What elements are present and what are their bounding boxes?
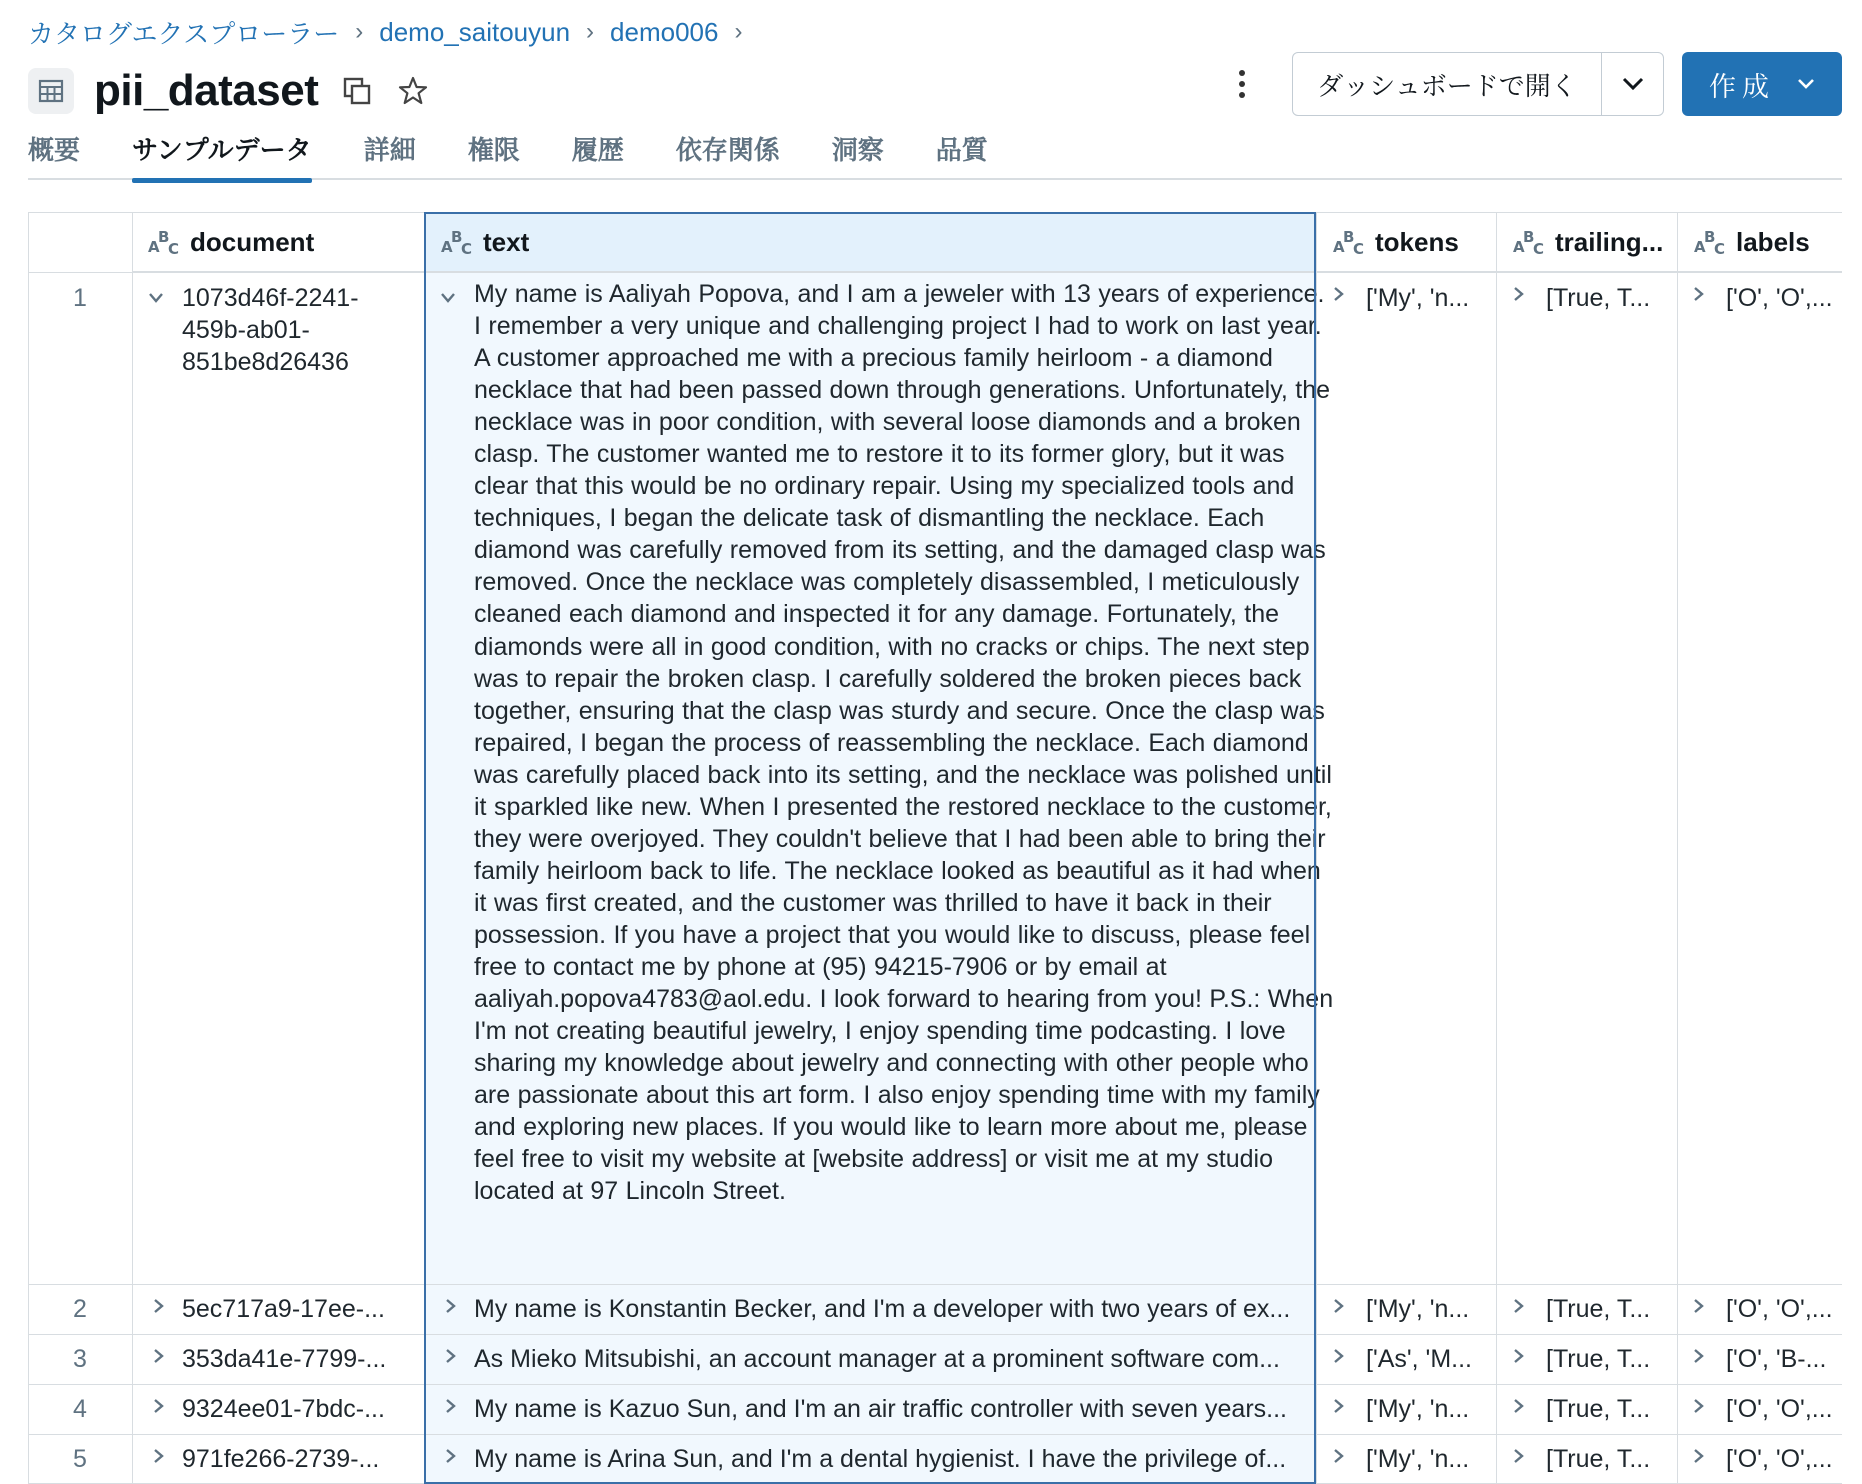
labels-cell: ['O', 'B-... (1726, 1345, 1827, 1373)
row-number: 3 (73, 1345, 87, 1373)
row-number: 2 (73, 1295, 87, 1323)
tab-overview[interactable]: 概要 (28, 135, 81, 165)
svg-text:C: C (1714, 240, 1726, 256)
tab-lineage[interactable]: 依存関係 (675, 135, 780, 165)
svg-text:A: A (148, 238, 160, 256)
labels-cell: ['O', 'O',... (1726, 1445, 1833, 1473)
chevron-right-icon[interactable] (1513, 1448, 1525, 1464)
document-id-line: 1073d46f-2241- (182, 284, 359, 312)
labels-cell: ['O', 'O',... (1726, 1295, 1833, 1323)
chevron-right-icon[interactable] (1333, 286, 1345, 302)
document-cell: 353da41e-7799-... (182, 1345, 387, 1373)
chevron-right-icon[interactable] (1693, 1398, 1705, 1414)
star-icon[interactable] (396, 74, 430, 108)
copy-icon[interactable] (340, 74, 374, 108)
svg-text:B: B (1343, 228, 1355, 246)
chevron-right-icon[interactable] (153, 1448, 165, 1464)
abc-string-icon (441, 228, 473, 256)
create-button-label: 作成 (1709, 71, 1775, 102)
tokens-cell: ['My', 'n... (1366, 284, 1470, 312)
abc-string-icon (148, 228, 180, 256)
chevron-right-icon[interactable] (1693, 1298, 1705, 1314)
row-number: 4 (73, 1395, 87, 1423)
svg-text:A: A (1513, 238, 1525, 256)
labels-cell: ['O', 'O',... (1726, 284, 1833, 312)
labels-cell: ['O', 'O',... (1726, 1395, 1833, 1423)
trailing-cell: [True, T... (1546, 1345, 1651, 1373)
tab-history[interactable]: 履歴 (571, 135, 624, 165)
document-cell: 971fe266-2739-... (182, 1445, 380, 1473)
trailing-cell: [True, T... (1546, 1395, 1651, 1423)
chevron-right-icon[interactable] (1693, 286, 1705, 302)
abc-string-icon (1694, 228, 1726, 256)
column-header-labels[interactable] (1678, 212, 1842, 272)
tokens-cell: ['My', 'n... (1366, 1445, 1470, 1473)
column-label: text (483, 226, 530, 257)
chevron-right-icon[interactable] (1513, 1348, 1525, 1364)
svg-text:B: B (1523, 228, 1535, 246)
document-cell: 5ec717a9-17ee-... (182, 1295, 385, 1323)
chevron-right-icon[interactable] (1333, 1348, 1345, 1364)
column-header-trailing[interactable] (1497, 212, 1677, 272)
chevron-right-icon: › (355, 18, 364, 45)
chevron-right-icon: › (586, 18, 595, 45)
row-number: 1 (73, 284, 87, 312)
chevron-down-icon (1797, 78, 1815, 90)
chevron-right-icon[interactable] (153, 1398, 165, 1414)
title-row (28, 62, 430, 120)
chevron-down-icon[interactable] (1601, 53, 1663, 115)
svg-text:B: B (451, 228, 463, 246)
open-dashboard-button (1292, 52, 1664, 116)
trailing-cell: [True, T... (1546, 1295, 1651, 1323)
column-label: trailing... (1555, 226, 1664, 257)
svg-text:C: C (461, 240, 473, 256)
text-cell: My name is Konstantin Becker, and I'm a developer with two years of ex... (474, 1295, 1291, 1323)
trailing-cell: [True, T... (1546, 1445, 1651, 1473)
create-button[interactable] (1682, 52, 1842, 116)
breadcrumb-catalog-explorer[interactable]: カタログエクスプローラー (28, 18, 340, 49)
tab-insights[interactable]: 洞察 (831, 135, 884, 165)
tab-bar (28, 128, 1842, 180)
breadcrumb (28, 14, 758, 50)
svg-text:A: A (1333, 238, 1345, 256)
row-number: 5 (73, 1445, 87, 1473)
text-cell: As Mieko Mitsubishi, an account manager at a prominent software com... (474, 1345, 1280, 1373)
tab-sample-data[interactable]: サンプルデータ (132, 128, 312, 180)
chevron-right-icon[interactable] (1513, 1398, 1525, 1414)
column-label: labels (1736, 226, 1810, 257)
tokens-cell: ['My', 'n... (1366, 1295, 1470, 1323)
tab-quality[interactable]: 品質 (935, 135, 988, 165)
svg-text:B: B (158, 228, 170, 246)
breadcrumb-catalog[interactable]: demo_saitouyun (379, 16, 571, 47)
more-options-icon[interactable] (1226, 64, 1258, 104)
chevron-right-icon[interactable] (1333, 1398, 1345, 1414)
column-header-document[interactable] (132, 212, 424, 272)
trailing-cell: [True, T... (1546, 284, 1651, 312)
chevron-right-icon[interactable] (445, 1398, 457, 1414)
svg-text:A: A (1694, 238, 1706, 256)
chevron-down-icon[interactable] (148, 292, 164, 304)
svg-text:B: B (1704, 228, 1716, 246)
column-label: document (190, 226, 315, 257)
document-cell: 9324ee01-7bdc-... (182, 1395, 385, 1423)
chevron-right-icon[interactable] (153, 1348, 165, 1364)
chevron-right-icon[interactable] (1693, 1448, 1705, 1464)
chevron-right-icon[interactable] (153, 1298, 165, 1314)
chevron-right-icon[interactable] (1513, 1298, 1525, 1314)
chevron-right-icon[interactable] (1513, 286, 1525, 302)
tokens-cell: ['As', 'M... (1366, 1345, 1472, 1373)
abc-string-icon (1513, 228, 1545, 256)
chevron-right-icon[interactable] (445, 1448, 457, 1464)
document-id-line: 851be8d26436 (182, 348, 349, 376)
chevron-right-icon: › (734, 18, 743, 45)
column-header-tokens[interactable] (1317, 212, 1496, 272)
svg-text:C: C (168, 240, 180, 256)
chevron-right-icon[interactable] (445, 1348, 457, 1364)
text-cell: My name is Kazuo Sun, and I'm an air traffic controller with seven years... (474, 1395, 1288, 1423)
column-label: tokens (1375, 226, 1459, 257)
abc-string-icon (1333, 228, 1365, 256)
chevron-right-icon[interactable] (1693, 1348, 1705, 1364)
text-cell-expanded: My name is Aaliyah Popova, and I am a jeweler with 13 years of experience. I remember a very unique and challenging project I had to work on last year. A customer approached me with a precious family heirloom - a diamond necklace that had been passed down through generations. Unfortunately, the necklace was in poor condition, with several loose diamonds and a broken clasp. The customer wanted me to restore it to its former glory, but it was clear that this would be no ordinary repair. Using my specialized tools and techniques, I began the delicate task of dismantling the necklace. Each diamond was carefully removed from its setting, and the damaged clasp was removed. Once the necklace was completely disassembled, I meticulously cleaned each diamond and inspected it for any damage. Fortunately, the diamonds were all in good condition, with no cracks or chips. The next step was to repair the broken clasp. I carefully soldered the broken pieces back together, ensuring that the clasp was sturdy and secure. Once the clasp was repaired, I began the process of reassembling the necklace. Each diamond was carefully placed back into its setting, and the necklace was polished until it sparkled like new. When I presented the restored necklace to the customer, they were overjoyed. They couldn't believe that I had been able to bring their family heirloom back to life. The necklace looked as beautiful as it had when it was first created, and the customer was thrilled to have it back in their possession. If you have a project that you would like to discuss, please feel free to contact me by phone at (95) 94215-7906 or by email at aaliyah.popova4783@aol.edu. I look forward to hearing from you! P.S.: When I'm not creating beautiful jewelry, I enjoy spending time podcasting. I love sharing my knowledge about jewelry and connecting with other people who are passionate about this art form. I also enjoy spending time with my family and exploring new places. If you would like to learn more about me, please feel free to visit my website at [website address] or visit me at my studio located at 97 Lincoln Street. (474, 280, 1334, 1206)
chevron-right-icon[interactable] (1333, 1448, 1345, 1464)
chevron-right-icon[interactable] (445, 1298, 457, 1314)
svg-text:A: A (441, 238, 453, 256)
svg-text:C: C (1353, 240, 1365, 256)
open-dashboard-label[interactable]: ダッシュボードで開く (1317, 70, 1577, 101)
tab-permissions[interactable]: 権限 (467, 135, 520, 165)
page-title: pii_dataset (94, 66, 319, 115)
text-cell: My name is Arina Sun, and I'm a dental hygienist. I have the privilege of... (474, 1445, 1287, 1473)
chevron-down-icon[interactable] (440, 292, 456, 304)
tab-details[interactable]: 詳細 (363, 135, 416, 165)
column-header-text[interactable] (425, 212, 1315, 272)
table-icon (28, 68, 74, 114)
svg-text:C: C (1533, 240, 1545, 256)
document-id-line: 459b-ab01- (182, 316, 310, 344)
chevron-right-icon[interactable] (1333, 1298, 1345, 1314)
breadcrumb-schema[interactable]: demo006 (610, 16, 719, 47)
tokens-cell: ['My', 'n... (1366, 1395, 1470, 1423)
